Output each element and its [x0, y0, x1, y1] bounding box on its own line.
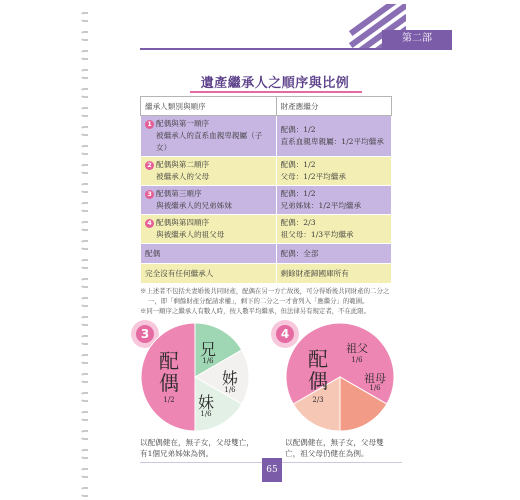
- pie-value-spouse: 2/3: [312, 396, 324, 404]
- table-cell-order: 完全沒有任何繼承人: [141, 264, 277, 284]
- table-header-share: 財產應繼分: [276, 97, 391, 116]
- pie3-caption: 以配偶健在，無子女，父母雙亡， 有1個兄弟姊妹為例。: [140, 438, 254, 458]
- order-number-badge: 3: [145, 190, 154, 199]
- pie-label-sibling3: 妹: [197, 393, 214, 412]
- pie-value-sibling1: 1/6: [202, 357, 214, 365]
- table-row: [141, 215, 392, 244]
- order-number-badge: 4: [145, 219, 154, 228]
- footnote-line: 一，即「剩餘財產分配請求權」，剩下的二分之一才會列入「應繼分」的範圍。: [148, 297, 369, 305]
- pie-value-sibling3: 1/6: [200, 410, 212, 418]
- table-cell-order: 1 配偶與第一順序 被繼承人的直系血親卑親屬（子女）: [141, 116, 277, 157]
- table-cell-order: 2 配偶與第二順序 被繼承人的父母: [141, 157, 277, 186]
- pie-value-grandmother: 1/6: [369, 384, 381, 392]
- page-title: 遺產繼承人之順序與比例: [200, 76, 350, 91]
- table-cell-order: 4 配偶與第四順序 與被繼承人的祖父母: [141, 215, 277, 244]
- pie-chart-grandparents: [285, 322, 395, 432]
- example-number-badge: 3: [136, 325, 154, 343]
- title-underline: [190, 91, 362, 93]
- table-header-row: [141, 97, 392, 116]
- order-number-badge: 1: [145, 120, 154, 129]
- pie4-caption: 以配偶健在，無子女，父母雙 亡，祖父母仍健在為例。: [285, 438, 384, 458]
- table-cell-share: 剩餘財產歸國庫所有: [276, 264, 391, 284]
- table-cell-order: 配偶: [141, 244, 277, 264]
- table-cell-share: 配偶：1/2 父母：1/2平均繼承: [276, 157, 391, 186]
- inheritance-table: [140, 96, 392, 284]
- footnote-line: ※同一順序之繼承人有數人時，按人數平均繼承，但法律另有規定者，不在此限。: [140, 307, 371, 315]
- pie-label-grandmother: 祖母: [364, 372, 386, 385]
- table-row: [141, 264, 392, 284]
- table-row: [141, 116, 392, 157]
- table-cell-share: 配偶：2/3 祖父母：1/3平均繼承: [276, 215, 391, 244]
- chapter-tab: 第二部: [382, 30, 452, 48]
- table-row: [141, 244, 392, 264]
- pie-value-grandfather: 1/6: [351, 356, 363, 364]
- pie-value-sibling2: 1/6: [224, 386, 236, 394]
- footnotes: [140, 286, 392, 316]
- pie-label-spouse: 配偶: [308, 347, 328, 393]
- chapter-divider: [140, 48, 452, 50]
- table-cell-share: 配偶：1/2 直系血親卑親屬：1/2平均繼承: [276, 116, 391, 157]
- pie-label-sibling1: 兄: [199, 340, 216, 359]
- pie-label-grandfather: 祖父: [346, 342, 368, 355]
- table-cell-share: 配偶：1/2 兄弟姊妹：1/2平均繼承: [276, 186, 391, 215]
- pie-label-spouse: 配偶: [159, 349, 179, 395]
- pie-chart-siblings: [140, 322, 250, 432]
- pie-value-spouse: 1/2: [163, 396, 175, 404]
- table-header-order: 繼承人類別與順序: [141, 97, 277, 116]
- table-cell-share: 配偶：全部: [276, 244, 391, 264]
- table-row: [141, 186, 392, 215]
- example-number-badge: 4: [276, 325, 294, 343]
- pie-label-sibling2: 姊: [221, 369, 238, 388]
- footnote-line: ※上述者不包括夫妻婚後共同財產，配偶在另一方亡故後，可分得婚後共同財產的二分之: [140, 287, 390, 295]
- table-row: [141, 157, 392, 186]
- page-number: 65: [262, 458, 282, 482]
- table-cell-order: 3 配偶第三順序 與被繼承人的兄弟姊妹: [141, 186, 277, 215]
- order-number-badge: 2: [145, 161, 154, 170]
